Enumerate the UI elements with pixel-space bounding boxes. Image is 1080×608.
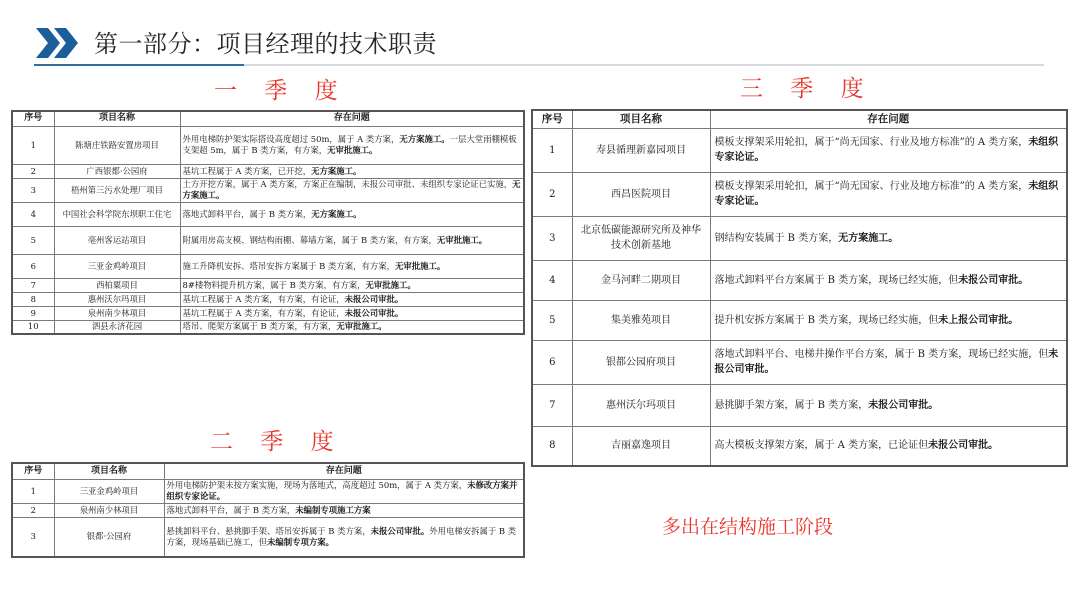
table-row xyxy=(12,178,524,202)
issue-text xyxy=(180,226,524,254)
issue-segment: 土方开挖方案，属于 A 类方案，方案正在编制，未报公司审批、未组织专家论证已实施， xyxy=(182,179,513,190)
q3-heading: 三 季 度 xyxy=(740,76,874,102)
q2-table xyxy=(11,462,525,558)
issue-segment: 外用电梯防护架实际搭设高度超过 50m，属于 A 类方案， xyxy=(182,134,400,145)
issue-segment: 落地式卸料平台、电梯井操作平台方案，属于 B 类方案，现场已经实施，但 xyxy=(714,349,1049,360)
table-row xyxy=(12,292,524,306)
issue-text xyxy=(164,517,524,557)
col-header-issue: 存在问题 xyxy=(180,111,524,126)
project-name: 三亚金鸡岭项目 xyxy=(54,479,164,503)
row-number: 3 xyxy=(532,216,572,260)
issue-emphasis: 未上报公司审批。 xyxy=(938,314,1019,326)
table-row xyxy=(12,164,524,178)
issue-emphasis: 无方案施工。 xyxy=(182,179,521,200)
issue-segment: 基坑工程属于 A 类方案，有方案，有论证， xyxy=(182,307,345,318)
issue-emphasis: 无审批施工。 xyxy=(327,145,378,155)
table-header-row xyxy=(12,111,524,126)
issue-segment: 高大模板支撑架方案，属于 A 类方案，已论证但 xyxy=(714,440,929,452)
table-row xyxy=(12,503,524,517)
issue-emphasis: 未编制专项方案。 xyxy=(267,536,334,547)
row-number: 7 xyxy=(12,278,54,292)
project-name: 泉州南少林项目 xyxy=(54,503,164,517)
issue-text xyxy=(164,503,524,517)
col-header-no: 序号 xyxy=(12,111,54,126)
row-number: 4 xyxy=(12,202,54,226)
issue-emphasis: 未报公司审批。 xyxy=(868,399,939,411)
table-row xyxy=(532,426,1067,466)
col-header-no: 序号 xyxy=(12,463,54,479)
table-row xyxy=(12,254,524,278)
row-number: 3 xyxy=(12,178,54,202)
row-number: 2 xyxy=(12,164,54,178)
page-title: 第一部分：项目经理的技术职责 xyxy=(94,30,437,58)
row-number: 1 xyxy=(12,479,54,503)
row-number: 10 xyxy=(12,320,54,334)
row-number: 8 xyxy=(532,426,572,466)
table-row xyxy=(532,384,1067,426)
col-header-name: 项目名称 xyxy=(54,463,164,479)
issue-segment: 基坑工程属于 A 类方案，有方案，有论证， xyxy=(182,293,345,304)
issue-text xyxy=(710,216,1067,260)
table-row xyxy=(12,479,524,503)
issue-segment: 模板支撑架采用轮扣，属于“尚无国家、行业及地方标准”的 A 类方案， xyxy=(714,181,1029,192)
row-number: 5 xyxy=(532,300,572,340)
issue-emphasis: 未报公司审批。 xyxy=(714,349,1059,375)
issue-segment: 外用电梯安拆属于 B 类方案，现场基础已施工，但 xyxy=(166,526,517,547)
table-row xyxy=(532,128,1067,172)
table-row xyxy=(12,306,524,320)
project-name: 梧州第三污水处理厂项目 xyxy=(54,178,180,202)
issue-segment: 外用电梯防护架未按方案实施，现场为落地式，高度超过 50m，属于 A 类方案， xyxy=(166,480,468,491)
issue-emphasis: 无审批施工。 xyxy=(436,234,488,245)
issue-emphasis: 未报公司审批。 xyxy=(370,526,430,537)
project-name: 三亚金鸡岭项目 xyxy=(54,254,180,278)
issue-segment: 塔吊、爬架方案属于 B 类方案，有方案， xyxy=(182,321,337,332)
title-divider-accent xyxy=(34,64,244,66)
project-name: 北京低碳能源研究所及神华技术创新基地 xyxy=(572,216,710,260)
project-name: 惠州沃尔玛项目 xyxy=(54,292,180,306)
issue-segment: 基坑工程属于 A 类方案，已开挖， xyxy=(182,165,312,176)
q1-table xyxy=(11,110,525,335)
issue-segment: 悬挑卸料平台、悬挑脚手架、塔吊安拆属于 B 类方案， xyxy=(166,526,371,537)
col-header-no: 序号 xyxy=(532,110,572,128)
issue-text xyxy=(180,254,524,278)
project-name: 银都公园府项目 xyxy=(572,340,710,384)
row-number: 2 xyxy=(532,172,572,216)
project-name: 吉丽嘉逸项目 xyxy=(572,426,710,466)
issue-segment: 落地式卸料平台，属于 B 类方案， xyxy=(166,504,296,515)
issue-segment: 落地式卸料平台，属于 B 类方案， xyxy=(182,208,312,219)
summary-note: 多出在结构施工阶段 xyxy=(662,516,834,538)
issue-emphasis: 未报公司审批。 xyxy=(344,307,404,318)
project-name: 广西银都·公园府 xyxy=(54,164,180,178)
issue-segment: 提升机安拆方案属于 B 类方案，现场已经实施，但 xyxy=(714,314,939,326)
project-name: 亳州客运站项目 xyxy=(54,226,180,254)
table-row xyxy=(12,517,524,557)
issue-text xyxy=(710,260,1067,300)
issue-emphasis: 未报公司审批。 xyxy=(958,274,1029,286)
issue-text xyxy=(180,320,524,334)
project-name: 寿县循理新嘉园项目 xyxy=(572,128,710,172)
project-name: 泉州南少林项目 xyxy=(54,306,180,320)
table-row xyxy=(532,172,1067,216)
table-row xyxy=(12,226,524,254)
project-name: 西昌医院项目 xyxy=(572,172,710,216)
table-header-row xyxy=(532,110,1067,128)
issue-emphasis: 未组织专家论证。 xyxy=(714,181,1059,207)
table-row xyxy=(12,320,524,334)
issue-emphasis: 无审批施工。 xyxy=(394,260,446,271)
issue-segment: 模板支撑架采用轮扣，属于“尚无国家、行业及地方标准”的 A 类方案， xyxy=(714,137,1029,148)
issue-segment: 悬挑脚手架方案，属于 B 类方案， xyxy=(714,399,869,411)
table-row xyxy=(532,300,1067,340)
project-name: 惠州沃尔玛项目 xyxy=(572,384,710,426)
issue-text xyxy=(180,164,524,178)
issue-segment: 一层大堂雨棚模板支架超 5m，属于 B 类方案，有方案， xyxy=(182,134,517,155)
issue-emphasis: 无方案施工。 xyxy=(838,232,899,244)
q2-heading: 二 季 度 xyxy=(210,429,344,455)
col-header-name: 项目名称 xyxy=(572,110,710,128)
issue-text xyxy=(180,278,524,292)
issue-emphasis: 无方案施工。 xyxy=(311,208,362,219)
project-name: 西柏粟项目 xyxy=(54,278,180,292)
issue-emphasis: 未编制专项施工方案 xyxy=(295,504,371,515)
project-name: 集美雅苑项目 xyxy=(572,300,710,340)
row-number: 2 xyxy=(12,503,54,517)
col-header-name: 项目名称 xyxy=(54,111,180,126)
issue-segment: 施工升降机安拆、塔吊安拆方案属于 B 类方案，有方案， xyxy=(182,260,395,271)
issue-text xyxy=(180,126,524,164)
table-header-row xyxy=(12,463,524,479)
issue-segment: 落地式卸料平台方案属于 B 类方案，现场已经实施，但 xyxy=(714,274,959,286)
header xyxy=(0,0,1080,70)
table-row xyxy=(12,278,524,292)
issue-text xyxy=(710,172,1067,216)
issue-text xyxy=(180,306,524,320)
issue-emphasis: 无审批施工。 xyxy=(336,321,387,332)
row-number: 1 xyxy=(532,128,572,172)
table-row xyxy=(12,202,524,226)
row-number: 6 xyxy=(532,340,572,384)
issue-text xyxy=(710,340,1067,384)
issue-text xyxy=(710,128,1067,172)
issue-text xyxy=(164,479,524,503)
project-name: 金马河畔二期项目 xyxy=(572,260,710,300)
issue-emphasis: 未修改方案并组织专家论证。 xyxy=(166,480,518,501)
issue-segment: 钢结构安装属于 B 类方案， xyxy=(714,232,839,244)
table-row xyxy=(532,340,1067,384)
issue-text xyxy=(180,202,524,226)
table-row xyxy=(532,260,1067,300)
issue-emphasis: 未报公司审批。 xyxy=(928,440,999,452)
table-row xyxy=(12,126,524,164)
issue-emphasis: 无方案施工。 xyxy=(311,165,362,176)
row-number: 1 xyxy=(12,126,54,164)
issue-text xyxy=(710,384,1067,426)
issue-segment: 附属用房高支模、钢结构雨棚、幕墙方案，属于 B 类方案，有方案， xyxy=(182,234,437,245)
row-number: 4 xyxy=(532,260,572,300)
row-number: 5 xyxy=(12,226,54,254)
issue-emphasis: 未报公司审批。 xyxy=(344,293,404,304)
col-header-issue: 存在问题 xyxy=(164,463,524,479)
q1-heading: 一 季 度 xyxy=(214,78,348,104)
row-number: 8 xyxy=(12,292,54,306)
row-number: 3 xyxy=(12,517,54,557)
issue-emphasis: 无审批施工。 xyxy=(365,279,416,290)
issue-text xyxy=(710,300,1067,340)
project-name: 中国社会科学院东坝职工住宅 xyxy=(54,202,180,226)
row-number: 9 xyxy=(12,306,54,320)
row-number: 6 xyxy=(12,254,54,278)
double-chevron-right-icon xyxy=(36,28,80,58)
issue-emphasis: 未组织专家论证。 xyxy=(714,137,1059,163)
project-name: 泗县永济花园 xyxy=(54,320,180,334)
row-number: 7 xyxy=(532,384,572,426)
issue-text xyxy=(710,426,1067,466)
col-header-issue: 存在问题 xyxy=(710,110,1067,128)
q3-table xyxy=(531,109,1068,467)
issue-segment: 8#楼物料提升机方案，属于 B 类方案，有方案， xyxy=(182,279,366,290)
table-row xyxy=(532,216,1067,260)
issue-text xyxy=(180,292,524,306)
issue-emphasis: 无方案施工。 xyxy=(399,134,450,145)
project-name: 银都·公园府 xyxy=(54,517,164,557)
project-name: 陈塘庄铁路安置房项目 xyxy=(54,126,180,164)
issue-text xyxy=(180,178,524,202)
